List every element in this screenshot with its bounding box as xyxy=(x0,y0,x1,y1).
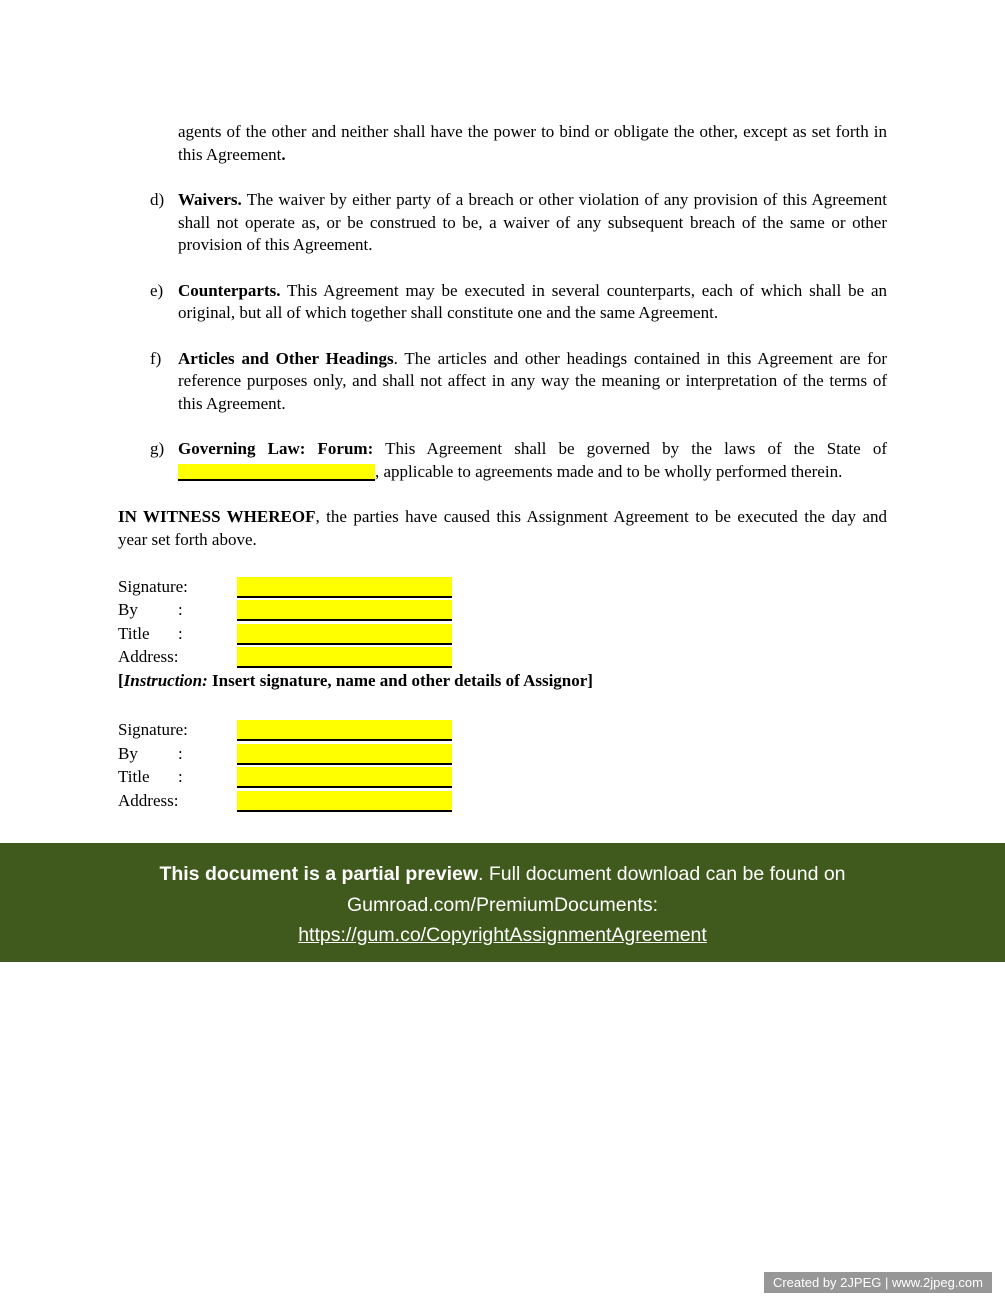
signature-row xyxy=(118,741,887,765)
signature-blank-field xyxy=(237,600,452,621)
banner-rest-text: . Full document download can be found on xyxy=(478,863,846,885)
instruction-open-bracket: [ xyxy=(118,671,124,690)
clause-body xyxy=(178,348,887,416)
instruction-line xyxy=(118,670,887,693)
clause-title: Waivers. xyxy=(178,190,242,209)
signature-block-assignor xyxy=(118,574,887,693)
witness-bold: IN WITNESS WHEREOF xyxy=(118,507,316,526)
signature-row xyxy=(118,621,887,645)
clause-text-after-blank: , applicable to agreements made and to be wholly performed therein. xyxy=(375,461,843,481)
clause-letter: g) xyxy=(150,439,165,458)
clause-counterparts xyxy=(118,280,887,325)
instruction-text: Insert signature, name and other details of Assignor] xyxy=(207,671,593,690)
signature-label: Title xyxy=(118,623,150,643)
signature-label: By xyxy=(118,743,138,763)
banner-line-3 xyxy=(0,920,1005,951)
clause-text: . The articles and other headings contained in this Agreement are for reference purposes only, and shall not affect in any way the meaning or interpretation of the terms of this Agreement. xyxy=(178,348,887,413)
clause-body xyxy=(178,438,887,483)
clause-governing-law xyxy=(118,438,887,483)
signature-label: Title xyxy=(118,767,150,786)
signature-label: By xyxy=(118,600,138,619)
signature-label-colon: : xyxy=(178,623,183,643)
signature-row xyxy=(118,765,887,789)
clause-title: Counterparts. xyxy=(178,280,281,300)
download-link[interactable]: https://gum.co/CopyrightAssignmentAgreement xyxy=(298,924,707,946)
signature-row xyxy=(118,598,887,622)
banner-line-1 xyxy=(0,859,1005,890)
signature-label-cell xyxy=(118,599,237,621)
state-blank-field xyxy=(178,464,375,481)
signature-blank-field xyxy=(237,767,452,788)
signature-label: Address: xyxy=(118,647,179,666)
signature-label-cell xyxy=(118,766,237,788)
partial-preview-banner xyxy=(0,843,1005,962)
signature-label-colon: : xyxy=(178,600,183,619)
signature-blank-field xyxy=(237,624,452,645)
signature-blank-field xyxy=(237,791,452,812)
clause-body xyxy=(178,280,887,325)
intro-text: agents of the other and neither shall have the power to bind or obligate the other, except as set forth in this Agreement xyxy=(178,122,887,164)
signature-blank-field xyxy=(237,577,452,598)
signature-label: Address: xyxy=(118,790,179,810)
signature-label-cell xyxy=(118,790,237,812)
signature-label-colon: : xyxy=(178,743,183,763)
clause-letter: e) xyxy=(150,280,164,300)
witness-paragraph xyxy=(118,506,887,551)
signature-label-cell xyxy=(118,623,237,645)
signature-blank-field xyxy=(237,744,452,765)
clause-letter: d) xyxy=(150,190,165,209)
clause-text-before-blank: This Agreement shall be governed by the laws of the State of xyxy=(373,439,888,458)
clause-waivers xyxy=(118,189,887,257)
signature-label-cell xyxy=(118,576,237,598)
signature-label-cell xyxy=(118,743,237,765)
signature-label-cell xyxy=(118,719,237,741)
clause-title: Governing Law: Forum: xyxy=(178,439,374,458)
signature-block-assignee xyxy=(118,718,887,812)
signature-blank-field xyxy=(237,720,452,741)
signature-row xyxy=(118,788,887,812)
document-page xyxy=(118,121,887,814)
intro-bold-period: . xyxy=(281,144,286,164)
signature-label: Signature: xyxy=(118,576,188,596)
clause-letter: f) xyxy=(150,348,162,368)
signature-blank-field xyxy=(237,647,452,668)
banner-line-2: Gumroad.com/PremiumDocuments: xyxy=(346,893,658,916)
clause-text: This Agreement may be executed in several counterparts, each of which shall be an original, but all of which together shall constitute one and the same Agreement. xyxy=(178,280,887,322)
witness-text: , the parties have caused this Assignment Agreement to be executed the day and year set forth above. xyxy=(118,507,887,549)
signature-label: Signature: xyxy=(118,720,188,739)
clause-body xyxy=(178,189,887,257)
signature-row xyxy=(118,574,887,598)
clause-title: Articles and Other Headings xyxy=(178,348,394,368)
banner-bold-text: This document is a partial preview xyxy=(159,863,479,885)
instruction-label: Instruction: xyxy=(123,671,208,690)
clause-articles-headings xyxy=(118,348,887,416)
creator-credit-badge: Created by 2JPEG | www.2jpeg.com xyxy=(764,1272,992,1293)
signature-label-cell xyxy=(118,646,237,668)
intro-paragraph xyxy=(178,121,887,166)
signature-row xyxy=(118,645,887,669)
signature-label-colon: : xyxy=(178,767,183,786)
clause-text: The waiver by either party of a breach or other violation of any provision of this Agreement shall not operate as, or be construed to be, a waiver of any subsequent breach of the same or other provision of this Agreement. xyxy=(178,190,887,254)
signature-row xyxy=(118,718,887,742)
